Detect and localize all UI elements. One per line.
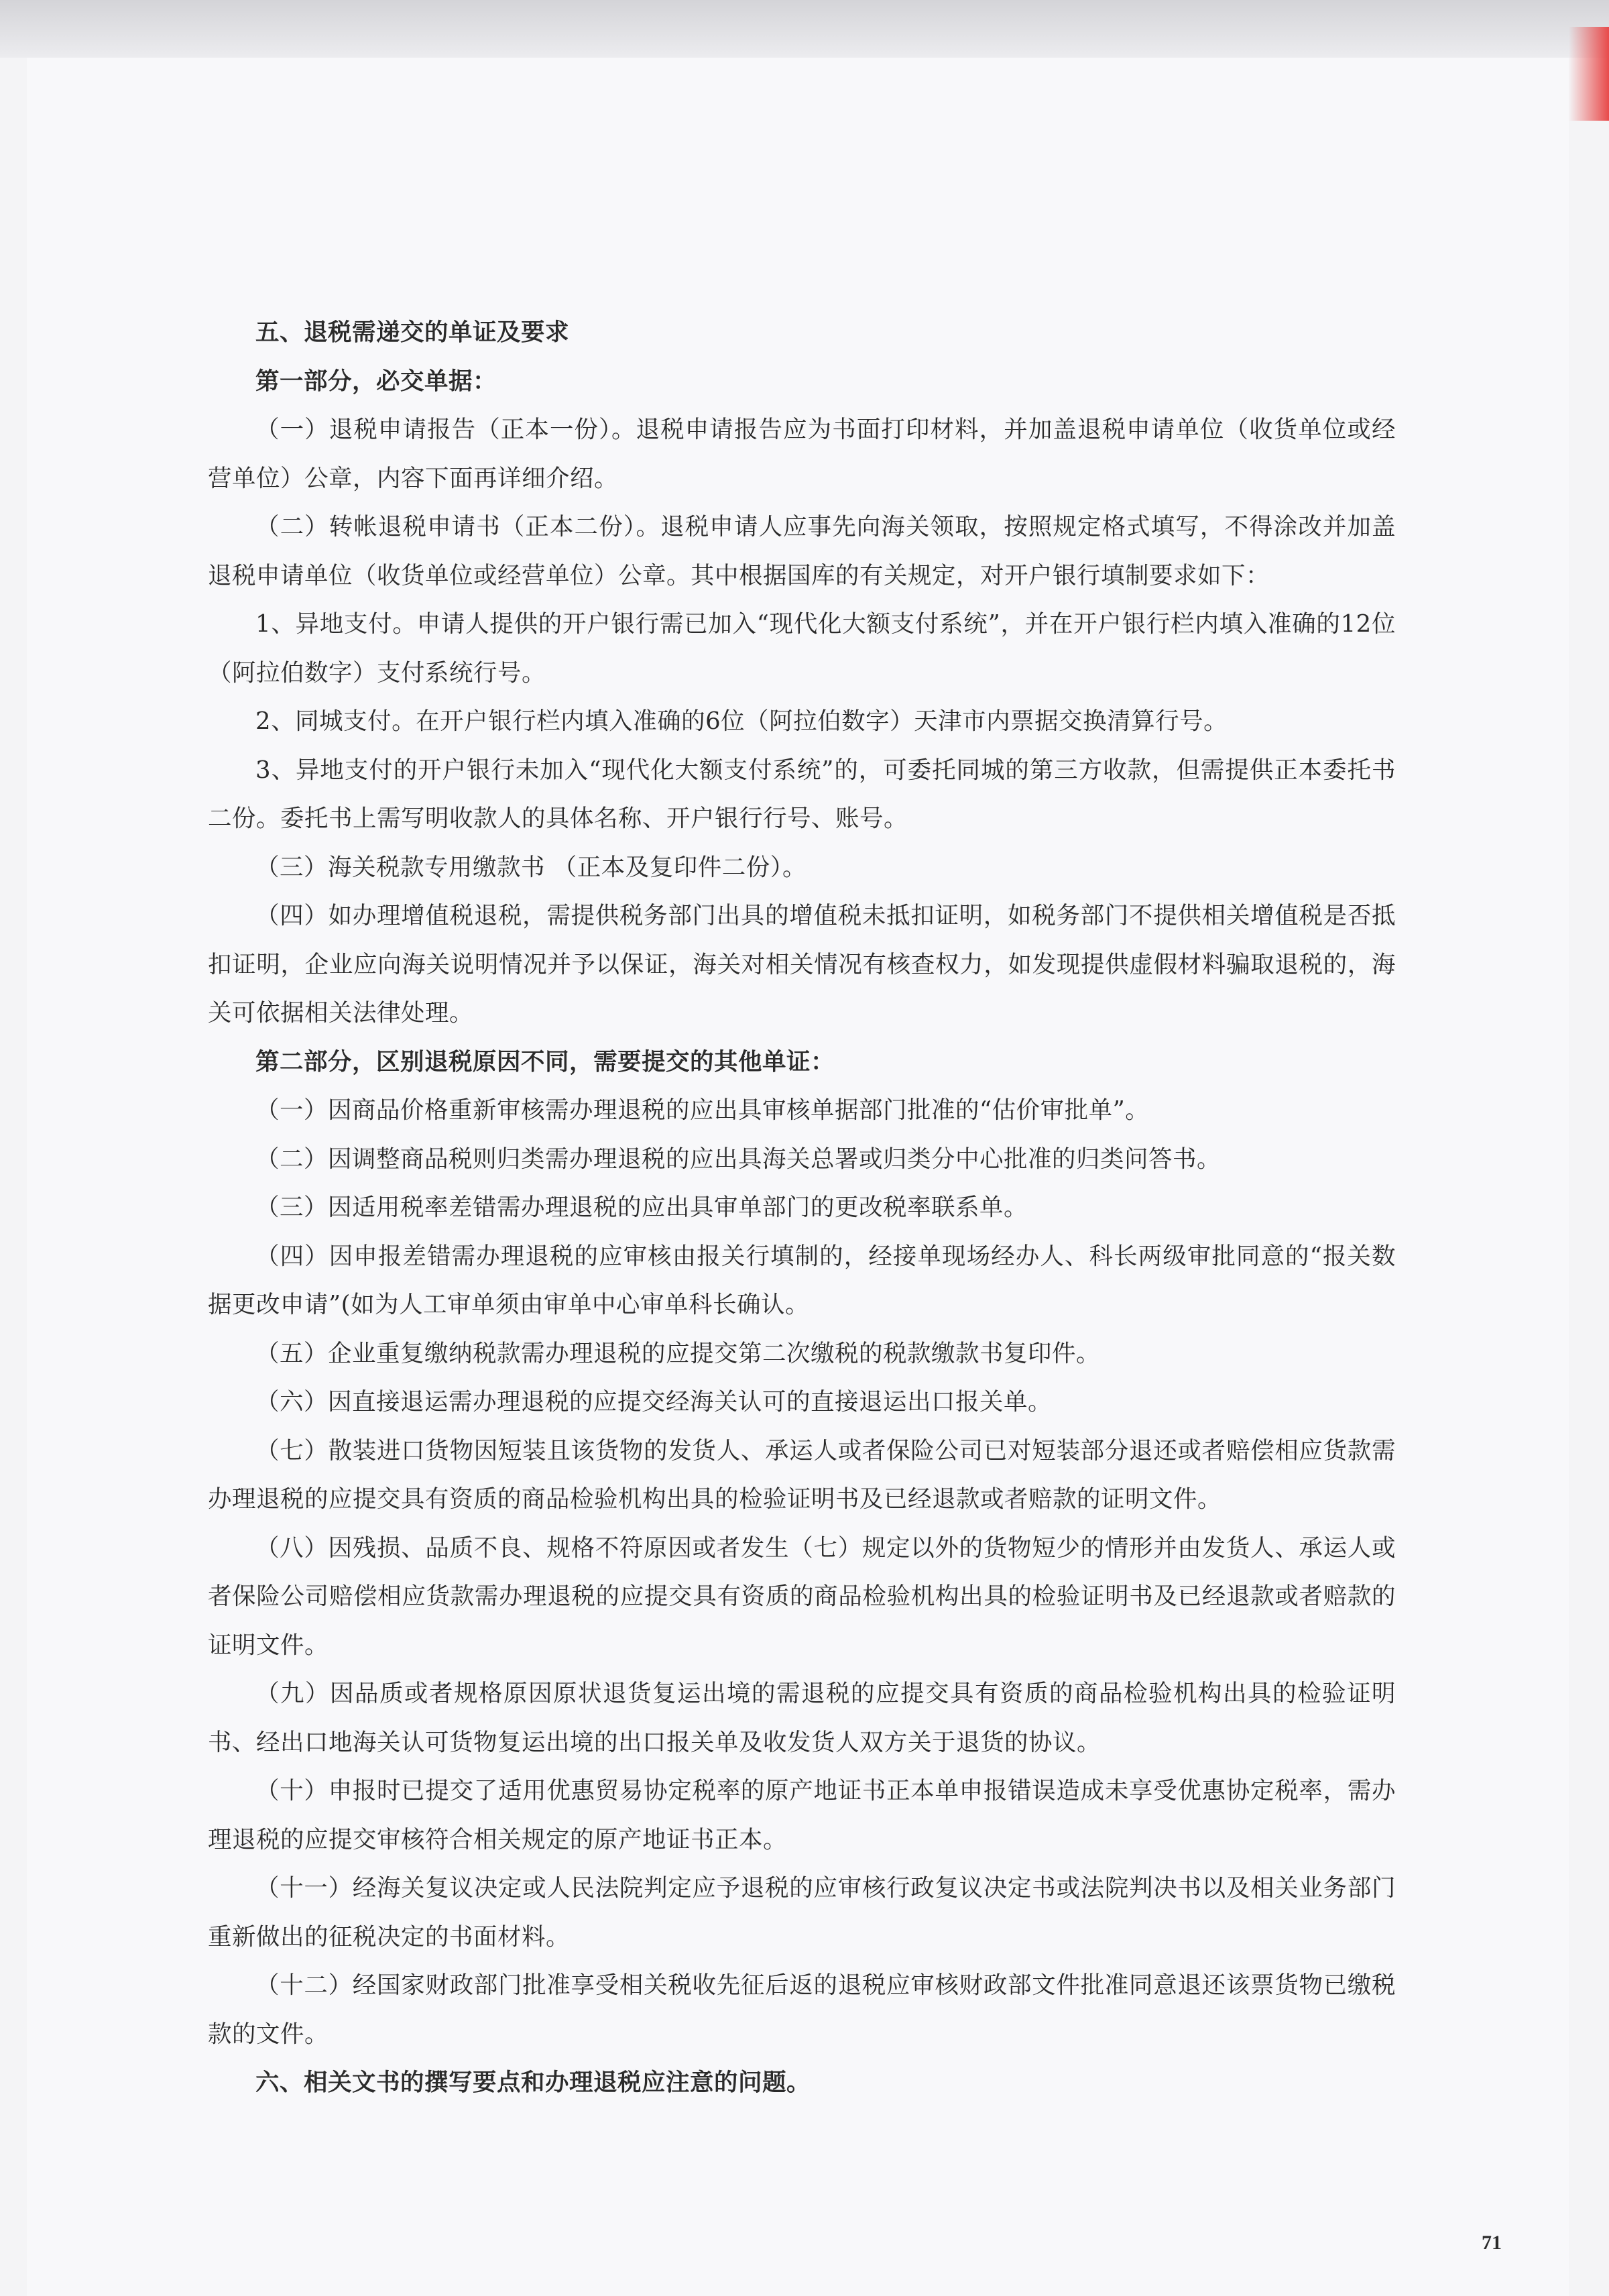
paragraph: 3、异地支付的开户银行未加入“现代化大额支付系统”的，可委托同城的第三方收款，但需提供正本委托书二份。委托书上需写明收款人的具体名称、开户银行行号、账号。 <box>208 756 1396 832</box>
scan-top-edge <box>0 0 1609 58</box>
part-heading: 第一部分，必交单据： <box>255 367 497 395</box>
paragraph: （五）企业重复缴纳税款需办理退税的应提交第二次缴税的税款缴款书复印件。 <box>255 1339 1101 1367</box>
page-number: 71 <box>1482 2232 1502 2254</box>
part-heading: 第二部分，区别退税原因不同，需要提交的其他单证： <box>255 1047 835 1076</box>
paragraph: （九）因品质或者规格原因原状退货复运出境的需退税的应提交具有资质的商品检验机构出具的检验证明书、经出口地海关认可货物复运出境的出口报关单及收发货人双方关于退货的协议。 <box>208 1680 1396 1756</box>
paragraph: （一）退税申请报告（正本一份）。退税申请报告应为书面打印材料，并加盖退税申请单位（收货单位或经营单位）公章，内容下面再详细介绍。 <box>208 416 1396 492</box>
paragraph: （八）因残损、品质不良、规格不符原因或者发生（七）规定以外的货物短少的情形并由发货人、承运人或者保险公司赔偿相应货款需办理退税的应提交具有资质的商品检验机构出具的检验证明书及已经退款或者赔款的证明文件。 <box>208 1534 1396 1659</box>
paragraph: （七）散装进口货物因短装且该货物的发货人、承运人或者保险公司已对短装部分退还或者赔偿相应货款需办理退税的应提交具有资质的商品检验机构出具的检验证明书及已经退款或者赔款的证明文件。 <box>208 1436 1396 1513</box>
paragraph: （十）申报时已提交了适用优惠贸易协定税率的原产地证书正本单申报错误造成未享受优惠协定税率，需办理退税的应提交审核符合相关规定的原产地证书正本。 <box>208 1777 1396 1853</box>
paragraph: （十二）经国家财政部门批准享受相关税收先征后返的退税应审核财政部文件批准同意退还该票货物已缴税款的文件。 <box>208 1971 1396 2048</box>
paragraph: （十一）经海关复议决定或人民法院判定应予退税的应审核行政复议决定书或法院判决书以及相关业务部门重新做出的征税决定的书面材料。 <box>208 1874 1396 1951</box>
document-body <box>208 308 1396 2108</box>
section-heading: 五、退税需递交的单证及要求 <box>255 319 570 346</box>
paragraph: （三）海关税款专用缴款书 （正本及复印件二份）。 <box>255 853 807 881</box>
paragraph: 2、同城支付。在开户银行栏内填入准确的6位（阿拉伯数字）天津市内票据交换清算行号。 <box>255 707 1228 735</box>
section-heading: 六、相关文书的撰写要点和办理退税应注意的问题。 <box>255 2069 811 2096</box>
paragraph: （六）因直接退运需办理退税的应提交经海关认可的直接退运出口报关单。 <box>255 1388 1053 1416</box>
paragraph: （二）因调整商品税则归类需办理退税的应出具海关总署或归类分中心批准的归类问答书。 <box>255 1145 1221 1173</box>
paragraph: （四）如办理增值税退税，需提供税务部门出具的增值税未抵扣证明，如税务部门不提供相关增值税是否抵扣证明，企业应向海关说明情况并予以保证，海关对相关情况有核查权力，如发现提供虚假材料骗取退税的，海关可依据相关法律处理。 <box>208 902 1396 1027</box>
paragraph: （一）因商品价格重新审核需办理退税的应出具审核单据部门批准的“估价审批单”。 <box>255 1096 1150 1124</box>
scan-red-mark <box>1569 27 1609 121</box>
paragraph: 1、异地支付。申请人提供的开户银行需已加入“现代化大额支付系统”，并在开户银行栏内填入准确的12位（阿拉伯数字）支付系统行号。 <box>208 610 1396 687</box>
paragraph: （二）转帐退税申请书（正本二份）。退税申请人应事先向海关领取，按照规定格式填写，不得涂改并加盖退税申请单位（收货单位或经营单位）公章。其中根据国库的有关规定，对开户银行填制要求如下： <box>208 513 1396 589</box>
paragraph: （三）因适用税率差错需办理退税的应出具审单部门的更改税率联系单。 <box>255 1194 1028 1221</box>
paragraph: （四）因申报差错需办理退税的应审核由报关行填制的，经接单现场经办人、科长两级审批同意的“报关数据更改申请”(如为人工审单须由审单中心审单科长确认。 <box>208 1242 1396 1318</box>
